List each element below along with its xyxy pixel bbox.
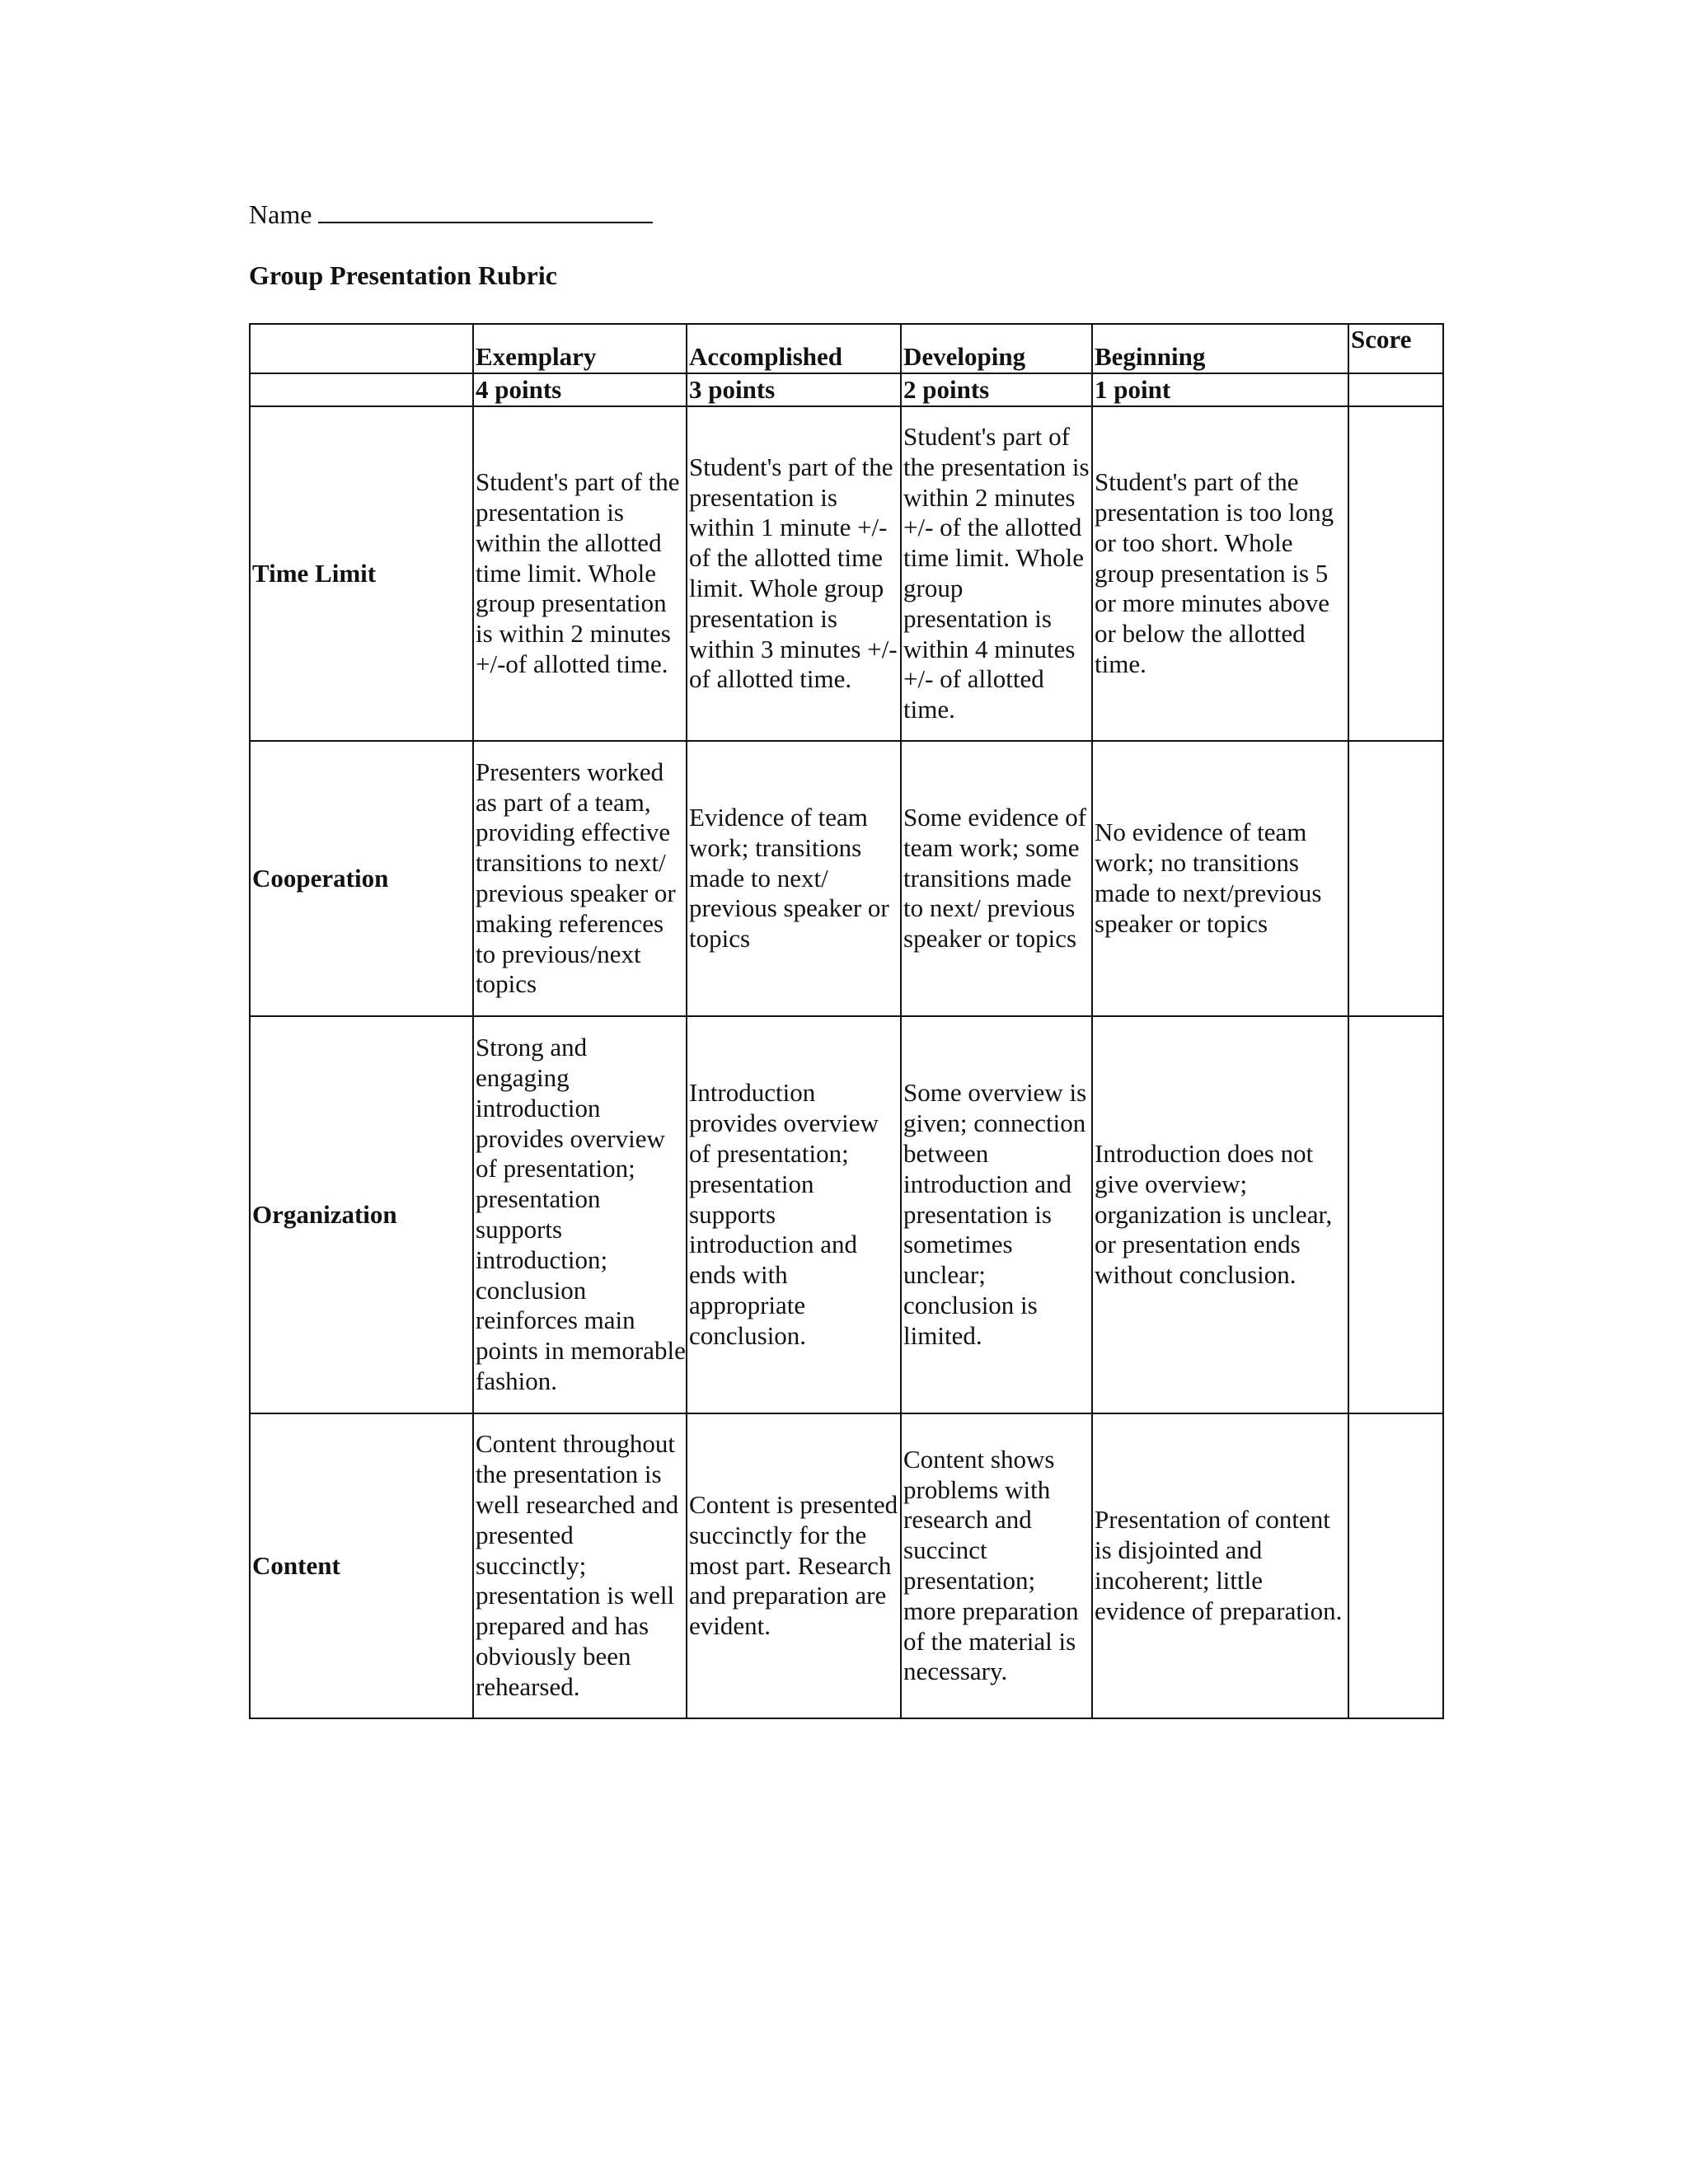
header-cell-developing: Developing (901, 324, 1092, 373)
exemplary-cell: Student's part of the presentation is within the allotted time limit. Whole group presentation is within 2 minutes +/-of allotted time. (473, 406, 687, 741)
developing-cell: Student's part of the presentation is within 2 minutes +/- of the allotted time limit. Whole group presentation is within 4 minutes +/- of allotted time. (901, 406, 1092, 741)
beginning-cell: Introduction does not give overview; organization is unclear, or presentation ends without conclusion. (1092, 1016, 1348, 1413)
score-cell[interactable] (1348, 406, 1443, 741)
criterion-cell: Time Limit (250, 406, 473, 741)
accomplished-cell: Content is presented succinctly for the most part. Research and preparation are evident. (687, 1413, 901, 1718)
header-cell-criterion (250, 324, 473, 373)
points-row (250, 373, 1443, 406)
name-blank[interactable] (318, 199, 653, 223)
beginning-cell: Student's part of the presentation is too long or too short. Whole group presentation is 5 or more minutes above or below the allotted time. (1092, 406, 1348, 741)
table-row (250, 741, 1443, 1016)
criterion-cell: Organization (250, 1016, 473, 1413)
exemplary-cell: Strong and engaging introduction provides overview of presentation; presentation supports introduction; conclusion reinforces main points in memorable fashion. (473, 1016, 687, 1413)
points-cell-accomplished: 3 points (687, 373, 901, 406)
header-cell-exemplary: Exemplary (473, 324, 687, 373)
header-row (250, 324, 1443, 373)
developing-cell: Some overview is given; connection between introduction and presentation is sometimes unclear; conclusion is limited. (901, 1016, 1092, 1413)
rubric-table (249, 323, 1444, 1719)
points-cell-developing: 2 points (901, 373, 1092, 406)
header-cell-accomplished: Accomplished (687, 324, 901, 373)
header-cell-score: Score (1348, 324, 1443, 373)
name-label: Name (249, 199, 312, 229)
table-row (250, 406, 1443, 741)
criterion-cell: Content (250, 1413, 473, 1718)
name-field-line (249, 198, 653, 231)
document-title: Group Presentation Rubric (249, 260, 557, 290)
points-cell-criterion (250, 373, 473, 406)
points-cell-beginning: 1 point (1092, 373, 1348, 406)
table-row (250, 1413, 1443, 1718)
points-cell-score (1348, 373, 1443, 406)
points-cell-exemplary: 4 points (473, 373, 687, 406)
accomplished-cell: Introduction provides overview of presentation; presentation supports introduction and ends with appropriate conclusion. (687, 1016, 901, 1413)
developing-cell: Some evidence of team work; some transitions made to next/ previous speaker or topics (901, 741, 1092, 1016)
header-cell-beginning: Beginning (1092, 324, 1348, 373)
score-cell[interactable] (1348, 741, 1443, 1016)
accomplished-cell: Evidence of team work; transitions made to next/ previous speaker or topics (687, 741, 901, 1016)
beginning-cell: No evidence of team work; no transitions made to next/previous speaker or topics (1092, 741, 1348, 1016)
exemplary-cell: Content throughout the presentation is well researched and presented succinctly; presentation is well prepared and has obviously been rehearsed. (473, 1413, 687, 1718)
beginning-cell: Presentation of content is disjointed and incoherent; little evidence of preparation. (1092, 1413, 1348, 1718)
score-cell[interactable] (1348, 1016, 1443, 1413)
criterion-cell: Cooperation (250, 741, 473, 1016)
exemplary-cell: Presenters worked as part of a team, providing effective transitions to next/ previous speaker or making references to previous/next topics (473, 741, 687, 1016)
score-cell[interactable] (1348, 1413, 1443, 1718)
accomplished-cell: Student's part of the presentation is within 1 minute +/- of the allotted time limit. Whole group presentation is within 3 minutes +/- of allotted time. (687, 406, 901, 741)
table-row (250, 1016, 1443, 1413)
developing-cell: Content shows problems with research and succinct presentation; more preparation of the material is necessary. (901, 1413, 1092, 1718)
